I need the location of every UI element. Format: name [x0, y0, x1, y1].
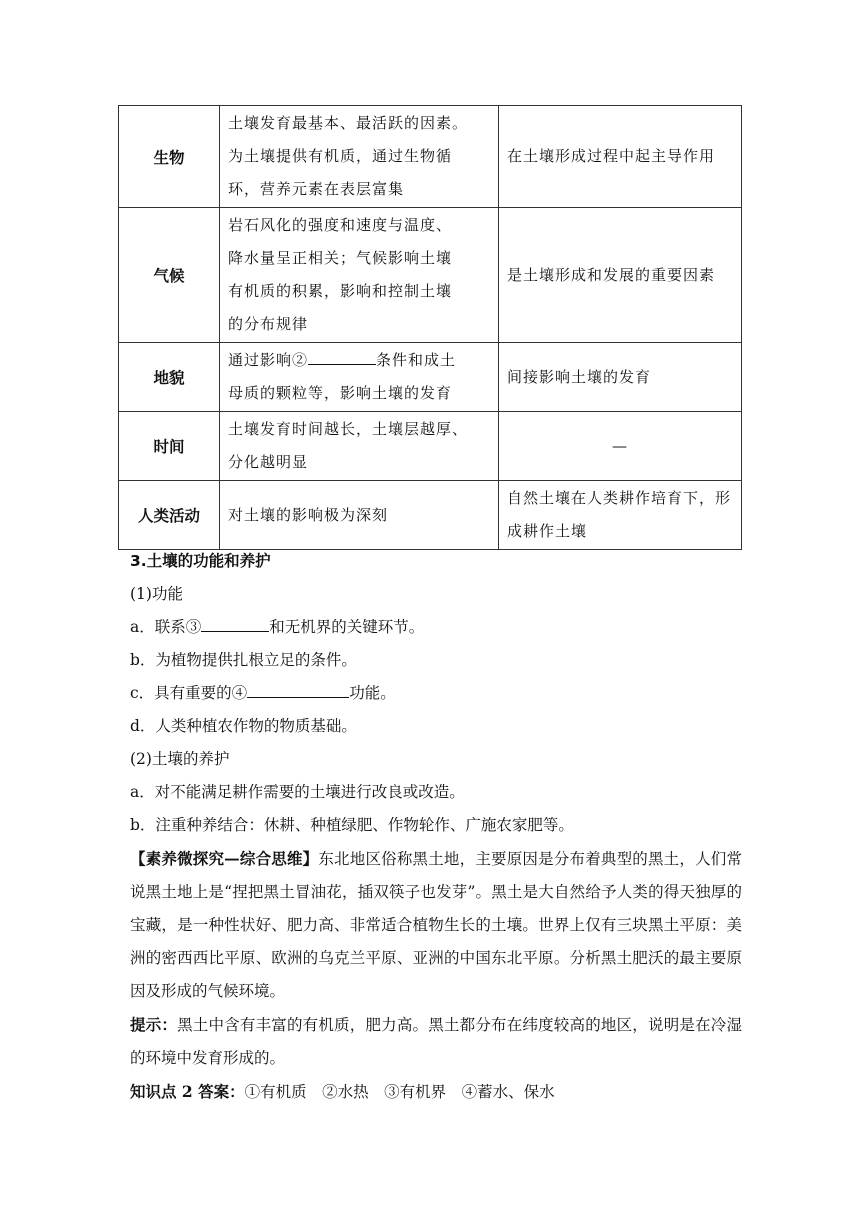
soil-factors-table — [118, 105, 742, 550]
factor-role — [499, 481, 742, 550]
table-row — [119, 343, 742, 412]
list-item: a．对不能满足耕作需要的土壤进行改良或改造。 — [130, 783, 465, 801]
text-line: 的分布规律 — [228, 315, 309, 333]
explore-text: 东北地区俗称黑土地，主要原因是分布着典型的黑土，人们常说黑土地上是“捏把黑土冒油花，插双筷子也发芽”。黑土是大自然给予人类的得天独厚的宝藏，是一种性状好、肥力高、非常适合植物生长的土壤。世界上仅有三块黑土平原：美洲的密西西比平原、欧洲的乌克兰平原、亚洲的中国东北平原。分析黑土肥沃的最主要原因及形成的气候环境。 — [130, 850, 742, 1000]
text-line: — — [612, 436, 628, 455]
table-row — [119, 481, 742, 550]
text-line: 降水量呈正相关；气候影响土壤 — [228, 249, 453, 267]
list-item: b．注重种养结合：休耕、种植绿肥、作物轮作、广施农家肥等。 — [130, 816, 574, 834]
explore-paragraph — [130, 842, 742, 1008]
text-fragment: 和无机界的关键环节。 — [269, 618, 425, 636]
factor-role — [499, 208, 742, 343]
section-title: 3.土壤的功能和养护 — [130, 552, 271, 570]
text-line: 有机质的积累，影响和控制土壤 — [228, 282, 453, 300]
text-line: 自然土壤在人类耕作培育下，形 — [507, 489, 732, 507]
answer-paragraph — [130, 1075, 742, 1109]
factor-name: 地貌 — [119, 343, 220, 412]
text-fragment: 通过影响② — [228, 351, 309, 369]
factor-description — [220, 106, 499, 208]
factor-description — [220, 208, 499, 343]
list-item: d．人类种植农作物的物质基础。 — [130, 717, 357, 735]
text-fragment: c．具有重要的④ — [130, 684, 248, 702]
text-line: 土壤发育最基本、最活跃的因素。 — [228, 114, 469, 132]
factor-role — [499, 343, 742, 412]
factor-role — [499, 106, 742, 208]
answer-label: 知识点 2 答案： — [130, 1082, 245, 1101]
text-line — [228, 344, 490, 377]
hint-paragraph — [130, 1008, 742, 1075]
fill-blank — [308, 346, 376, 365]
main-content — [130, 545, 742, 1109]
hint-label: 提示： — [130, 1015, 178, 1034]
list-item: b．为植物提供扎根立足的条件。 — [130, 651, 357, 669]
table-row — [119, 106, 742, 208]
text-line: 岩石风化的强度和速度与温度、 — [228, 216, 453, 234]
text-line: 为土壤提供有机质，通过生物循 — [228, 147, 453, 165]
factor-description — [220, 412, 499, 481]
subsection-heading: (1)功能 — [130, 585, 183, 603]
factor-name: 气候 — [119, 208, 220, 343]
text-fragment: 功能。 — [349, 684, 396, 702]
table-row — [119, 412, 742, 481]
factor-description — [220, 481, 499, 550]
fill-blank — [201, 613, 269, 632]
text-line: 成耕作土壤 — [507, 522, 588, 540]
text-line: 环，营养元素在表层富集 — [228, 180, 405, 198]
factor-name: 人类活动 — [119, 481, 220, 550]
text-fragment: a．联系③ — [130, 618, 202, 636]
text-line: 在土壤形成过程中起主导作用 — [507, 147, 716, 165]
list-item — [130, 611, 742, 644]
table-row — [119, 208, 742, 343]
list-item — [130, 677, 742, 710]
text-line: 土壤发育时间越长，土壤层越厚、 — [228, 420, 469, 438]
text-line: 对土壤的影响极为深刻 — [228, 505, 389, 524]
hint-text: 黑土中含有丰富的有机质，肥力高。黑土都分布在纬度较高的地区，说明是在冷湿的环境中发育形成的。 — [130, 1016, 742, 1067]
factor-role — [499, 412, 742, 481]
factor-name: 时间 — [119, 412, 220, 481]
subsection-heading: (2)土壤的养护 — [130, 750, 230, 768]
fill-blank — [247, 679, 349, 698]
text-line: 分化越明显 — [228, 453, 309, 471]
explore-label: 【素养微探究—综合思维】 — [130, 849, 319, 868]
text-line: 母质的颗粒等，影响土壤的发育 — [228, 384, 453, 402]
text-line: 间接影响土壤的发育 — [507, 367, 652, 386]
text-line: 是土壤形成和发展的重要因素 — [507, 265, 716, 284]
factor-description — [220, 343, 499, 412]
answer-text: ①有机质 ②水热 ③有机界 ④蓄水、保水 — [244, 1083, 555, 1101]
factor-name: 生物 — [119, 106, 220, 208]
text-fragment: 条件和成土 — [376, 351, 457, 369]
